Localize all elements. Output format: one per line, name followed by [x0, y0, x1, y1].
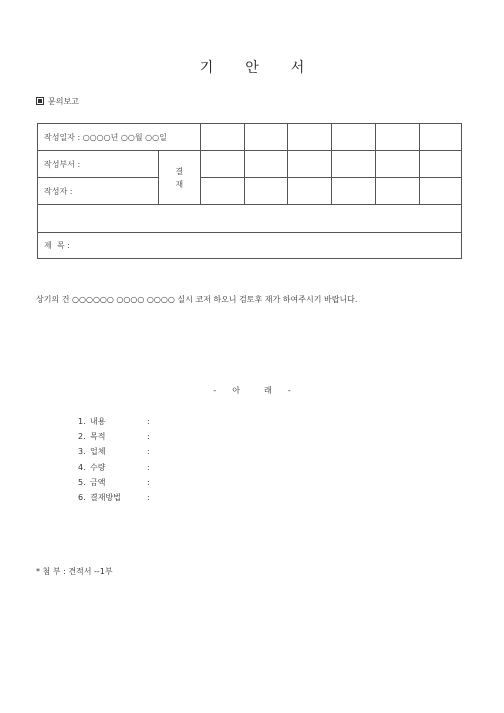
section-label-text: 문의보고 [48, 97, 79, 106]
approval-cell [200, 151, 244, 178]
dash: - [287, 386, 291, 395]
title-char: 안 [245, 60, 259, 76]
list-item [78, 460, 150, 475]
approval-cell [200, 178, 244, 205]
section-label [36, 96, 79, 107]
list-item [78, 429, 150, 444]
approval-cell [376, 178, 420, 205]
dept-label: 작성부서 : [44, 159, 81, 169]
item-colon: : [147, 477, 150, 487]
attachment-note: * 첨 부 : 견적서 --1부 [36, 567, 113, 576]
item-label: 수량 [90, 462, 106, 472]
dept-cell [38, 151, 159, 178]
item-number: 3. [78, 447, 86, 457]
arae-char: 아 [232, 386, 240, 395]
item-label: 금액 [90, 477, 106, 487]
title-char: 서 [290, 60, 305, 76]
arae-char: 래 [264, 386, 272, 395]
title-char: 기 [199, 60, 214, 76]
approval-cell [420, 178, 462, 205]
page-title [0, 57, 504, 77]
approval-cell [376, 124, 420, 151]
approval-label-char: 결 [175, 166, 184, 176]
subject-label: 제 목 : [44, 241, 70, 250]
date-cell [38, 124, 201, 151]
approval-cell [200, 124, 244, 151]
item-label: 내용 [90, 417, 106, 426]
author-label: 작성자 : [44, 186, 73, 196]
approval-cell [244, 124, 288, 151]
approval-label-cell [158, 151, 200, 205]
arae-heading [0, 385, 504, 396]
item-list [78, 414, 150, 505]
item-label: 목적 [90, 432, 106, 442]
approval-cell [332, 178, 376, 205]
item-number: 1. [78, 417, 86, 426]
item-label: 결재방법 [90, 492, 121, 502]
approval-form-table [37, 123, 462, 259]
item-colon: : [147, 492, 150, 502]
date-value: ○○○○년 ○○월 ○○일 [82, 132, 167, 142]
body-text: 상기의 건 ○○○○○○ ○○○○ ○○○○ 실시 코저 하오니 검토후 재가 하여주시기 바랍니다. [36, 295, 358, 304]
list-item [78, 414, 150, 429]
filled-square-icon [36, 97, 44, 105]
list-item [78, 444, 150, 459]
item-colon: : [147, 432, 150, 442]
dash: - [213, 386, 217, 395]
approval-cell [420, 151, 462, 178]
blank-row [38, 205, 462, 233]
approval-cell [244, 151, 288, 178]
list-item [78, 490, 150, 505]
approval-cell [244, 178, 288, 205]
approval-cell [332, 151, 376, 178]
approval-cell [420, 124, 462, 151]
approval-cell [288, 124, 332, 151]
item-label: 업체 [90, 447, 106, 457]
approval-cell [288, 151, 332, 178]
subject-cell [38, 233, 462, 259]
item-colon: : [147, 447, 150, 457]
approval-cell [288, 178, 332, 205]
date-label: 작성일자 : [44, 132, 81, 142]
approval-cell [376, 151, 420, 178]
approval-cell [332, 124, 376, 151]
approval-label-char: 재 [175, 179, 184, 189]
item-number: 5. [78, 477, 86, 487]
item-number: 6. [78, 492, 86, 502]
item-colon: : [147, 462, 150, 472]
item-number: 2. [78, 432, 86, 442]
item-number: 4. [78, 462, 86, 472]
list-item [78, 475, 150, 490]
item-colon: : [147, 417, 150, 426]
author-cell [38, 178, 159, 205]
